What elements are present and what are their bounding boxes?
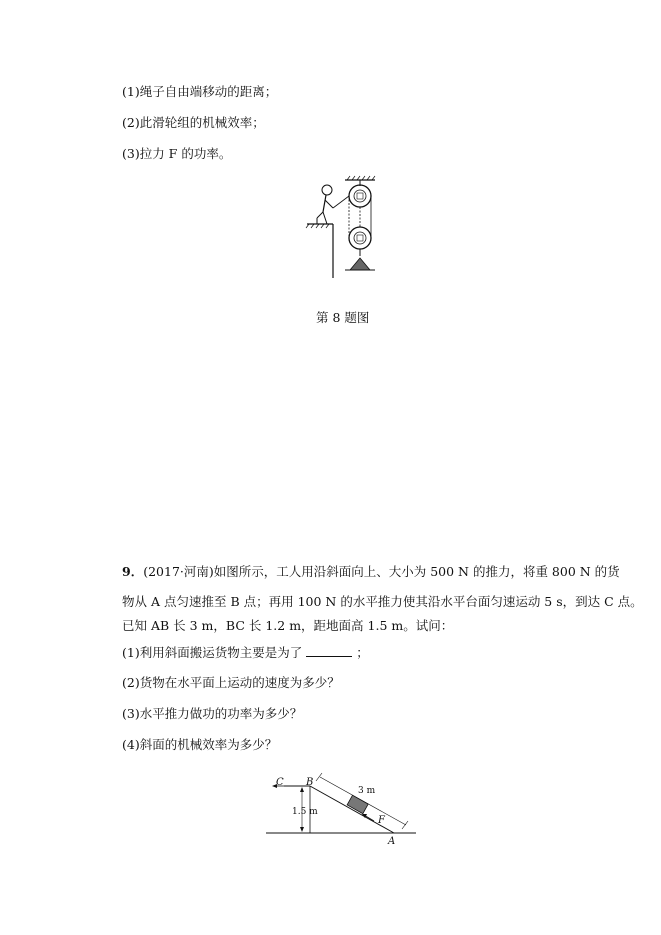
q9-sub1-prefix: (1)利用斜面搬运货物主要是为了	[122, 645, 303, 660]
q9-line2: 物从 A 点匀速推至 B 点；再用 100 N 的水平推力使其沿水平台面匀速运动 5 s，到达 C 点。	[122, 594, 643, 609]
q9-number: 9．	[122, 564, 144, 579]
label-a: A	[388, 836, 396, 847]
q9-sub4: (4)斜面的机械效率为多少？	[122, 737, 278, 752]
q9-line1: (2017·河南)如图所示，工人用沿斜面向上、大小为 500 N 的推力，将重 800 N 的货	[143, 564, 620, 579]
q8-caption: 第 8 题图	[316, 310, 370, 325]
label-c: C	[276, 777, 284, 788]
q8-sub1: (1)绳子自由端移动的距离；	[122, 84, 278, 99]
label-f: F	[378, 815, 385, 826]
label-length: 3 m	[358, 786, 376, 796]
q9-sub1	[122, 644, 369, 661]
q9-sub2: (2)货物在水平面上运动的速度为多少？	[122, 675, 340, 690]
q8-sub3: (3)拉力 F 的功率。	[122, 146, 232, 161]
q9-sub3: (3)水平推力做功的功率为多少？	[122, 706, 303, 721]
label-b: B	[306, 777, 314, 788]
answer-blank[interactable]	[306, 644, 352, 657]
q8-sub2: (2)此滑轮组的机械效率；	[122, 115, 265, 130]
q9-line3: 已知 AB 长 3 m，BC 长 1.2 m，距地面高 1.5 m。试问：	[122, 618, 454, 633]
pulley-figure	[305, 178, 385, 278]
q9-sub1-suffix: ；	[356, 645, 369, 660]
label-height: 1.5 m	[292, 807, 318, 817]
incline-figure	[266, 775, 426, 845]
